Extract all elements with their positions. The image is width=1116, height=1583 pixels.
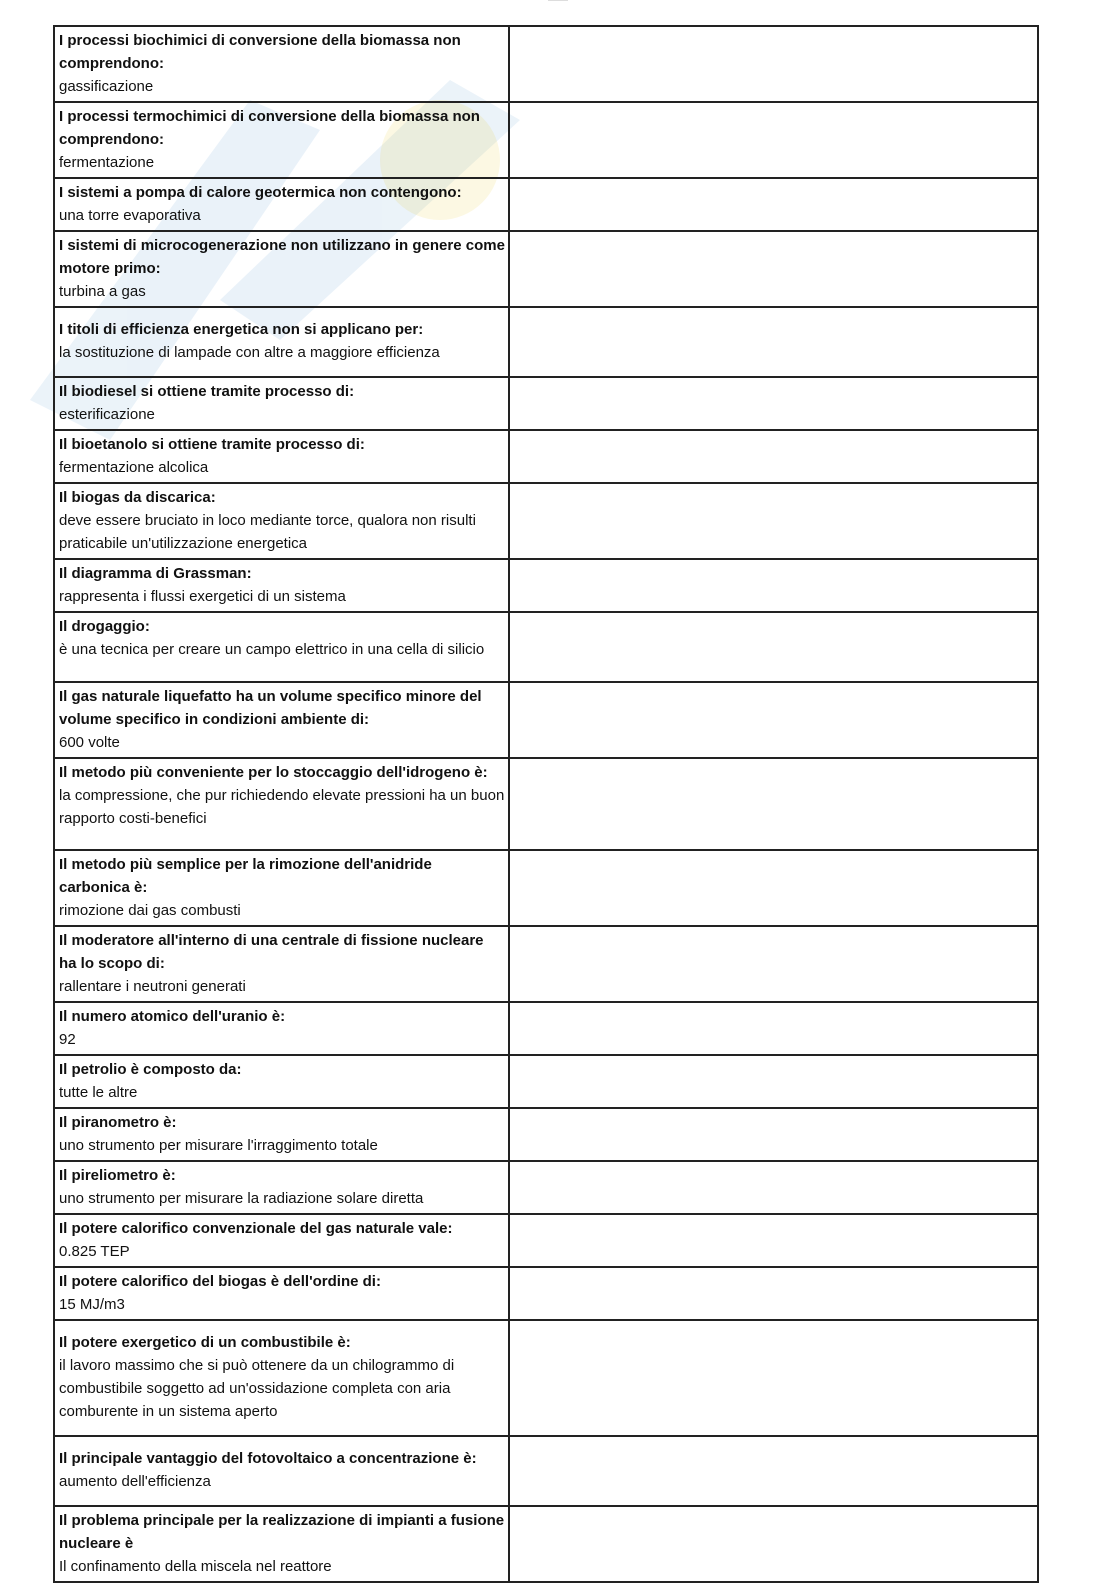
blank-answer-cell[interactable] — [509, 26, 1038, 102]
answer-text: la compressione, che pur richiedendo elevate pressioni ha un buon rapporto costi-benefici — [59, 787, 505, 827]
blank-answer-cell[interactable] — [509, 1436, 1038, 1506]
blank-answer-cell[interactable] — [509, 1161, 1038, 1214]
question-cell — [54, 1214, 509, 1267]
table-row — [54, 1267, 1038, 1320]
question-text: I processi termochimici di conversione della biomassa non comprendono: — [59, 108, 480, 148]
table-row — [54, 430, 1038, 483]
question-cell — [54, 178, 509, 231]
answer-text: aumento dell'efficienza — [59, 1473, 211, 1490]
blank-answer-cell[interactable] — [509, 1055, 1038, 1108]
answer-text: uno strumento per misurare l'irraggimento totale — [59, 1137, 378, 1154]
question-text: Il piranometro è: — [59, 1114, 177, 1131]
table-row — [54, 559, 1038, 612]
question-cell — [54, 926, 509, 1002]
table-row — [54, 26, 1038, 102]
answer-text: rappresenta i flussi exergetici di un sistema — [59, 588, 346, 605]
question-cell — [54, 26, 509, 102]
answer-text: 92 — [59, 1031, 76, 1048]
question-cell — [54, 1055, 509, 1108]
blank-answer-cell[interactable] — [509, 559, 1038, 612]
question-cell — [54, 1320, 509, 1436]
question-cell — [54, 1267, 509, 1320]
question-cell — [54, 377, 509, 430]
question-text: Il potere calorifico del biogas è dell'ordine di: — [59, 1273, 381, 1290]
blank-answer-cell[interactable] — [509, 850, 1038, 926]
answer-text: è una tecnica per creare un campo elettrico in una cella di silicio — [59, 641, 485, 658]
answer-text: fermentazione — [59, 154, 155, 171]
answer-text: una torre evaporativa — [59, 207, 201, 224]
answer-text: 0.825 TEP — [59, 1243, 130, 1260]
table-row — [54, 926, 1038, 1002]
answer-text: rimozione dai gas combusti — [59, 902, 241, 919]
answer-text: 600 volte — [59, 734, 120, 751]
answer-text: 15 MJ/m3 — [59, 1296, 125, 1313]
table-row — [54, 178, 1038, 231]
question-text: I sistemi di microcogenerazione non utilizzano in genere come motore primo: — [59, 237, 505, 277]
question-text: Il moderatore all'interno di una centrale di fissione nucleare ha lo scopo di: — [59, 932, 484, 972]
question-cell — [54, 559, 509, 612]
table-row — [54, 307, 1038, 377]
question-cell — [54, 1108, 509, 1161]
answer-text: fermentazione alcolica — [59, 459, 209, 476]
blank-answer-cell[interactable] — [509, 758, 1038, 850]
blank-answer-cell[interactable] — [509, 1267, 1038, 1320]
blank-answer-cell[interactable] — [509, 1320, 1038, 1436]
table-row — [54, 1436, 1038, 1506]
question-cell — [54, 1506, 509, 1582]
blank-answer-cell[interactable] — [509, 377, 1038, 430]
question-text: Il diagramma di Grassman: — [59, 565, 252, 582]
question-cell — [54, 307, 509, 377]
answer-text: esterificazione — [59, 406, 155, 423]
question-text: Il petrolio è composto da: — [59, 1061, 242, 1078]
question-text: Il gas naturale liquefatto ha un volume specifico minore del volume specifico in condizioni ambiente di: — [59, 688, 482, 728]
question-text: Il metodo più conveniente per lo stoccaggio dell'idrogeno è: — [59, 764, 488, 781]
question-cell — [54, 612, 509, 682]
question-cell — [54, 102, 509, 178]
answer-text: uno strumento per misurare la radiazione solare diretta — [59, 1190, 424, 1207]
question-text: I titoli di efficienza energetica non si applicano per: — [59, 321, 424, 338]
blank-answer-cell[interactable] — [509, 307, 1038, 377]
blank-answer-cell[interactable] — [509, 1108, 1038, 1161]
question-text: Il biodiesel si ottiene tramite processo di: — [59, 383, 355, 400]
table-row — [54, 1506, 1038, 1582]
answer-text: Il confinamento della miscela nel reattore — [59, 1558, 332, 1575]
blank-answer-cell[interactable] — [509, 926, 1038, 1002]
answer-text: deve essere bruciato in loco mediante torce, qualora non risulti praticabile un'utilizzazione energetica — [59, 512, 476, 552]
blank-answer-cell[interactable] — [509, 178, 1038, 231]
table-row — [54, 1002, 1038, 1055]
question-text: Il drogaggio: — [59, 618, 150, 635]
table-row — [54, 231, 1038, 307]
blank-answer-cell[interactable] — [509, 231, 1038, 307]
question-cell — [54, 758, 509, 850]
question-text: Il metodo più semplice per la rimozione dell'anidride carbonica è: — [59, 856, 432, 896]
question-cell — [54, 682, 509, 758]
question-text: Il bioetanolo si ottiene tramite processo di: — [59, 436, 365, 453]
table-row — [54, 612, 1038, 682]
table-row — [54, 102, 1038, 178]
table-row — [54, 1108, 1038, 1161]
question-text: Il potere exergetico di un combustibile è: — [59, 1334, 351, 1351]
question-cell — [54, 1436, 509, 1506]
table-row — [54, 1055, 1038, 1108]
table-row — [54, 682, 1038, 758]
table-row — [54, 377, 1038, 430]
question-cell — [54, 483, 509, 559]
question-text: Il problema principale per la realizzazione di impianti a fusione nucleare è — [59, 1512, 505, 1552]
question-cell — [54, 430, 509, 483]
question-text: I sistemi a pompa di calore geotermica non contengono: — [59, 184, 462, 201]
table-row — [54, 758, 1038, 850]
question-text: I processi biochimici di conversione della biomassa non comprendono: — [59, 32, 461, 72]
blank-answer-cell[interactable] — [509, 612, 1038, 682]
answer-text: turbina a gas — [59, 283, 146, 300]
answer-text: la sostituzione di lampade con altre a maggiore efficienza — [59, 344, 440, 361]
question-cell — [54, 1161, 509, 1214]
answer-text: rallentare i neutroni generati — [59, 978, 246, 995]
blank-answer-cell[interactable] — [509, 1214, 1038, 1267]
question-cell — [54, 231, 509, 307]
question-text: Il potere calorifico convenzionale del gas naturale vale: — [59, 1220, 453, 1237]
blank-answer-cell[interactable] — [509, 1506, 1038, 1582]
question-text: Il numero atomico dell'uranio è: — [59, 1008, 286, 1025]
answer-text: tutte le altre — [59, 1084, 138, 1101]
question-text: Il pireliometro è: — [59, 1167, 176, 1184]
question-cell — [54, 1002, 509, 1055]
table-row — [54, 1320, 1038, 1436]
blank-answer-cell[interactable] — [509, 682, 1038, 758]
table-row — [54, 483, 1038, 559]
blank-answer-cell[interactable] — [509, 430, 1038, 483]
table-row — [54, 1161, 1038, 1214]
blank-answer-cell[interactable] — [509, 102, 1038, 178]
blank-answer-cell[interactable] — [509, 483, 1038, 559]
blank-answer-cell[interactable] — [509, 1002, 1038, 1055]
answer-text: il lavoro massimo che si può ottenere da un chilogrammo di combustibile soggetto ad un'ossidazione completa con aria comburente in un sistema aperto — [59, 1357, 455, 1420]
answer-text: gassificazione — [59, 78, 154, 95]
question-cell — [54, 850, 509, 926]
page-header-mark — [548, 0, 568, 4]
table-row — [54, 1214, 1038, 1267]
question-text: Il biogas da discarica: — [59, 489, 216, 506]
question-text: Il principale vantaggio del fotovoltaico a concentrazione è: — [59, 1450, 477, 1467]
table-row — [54, 850, 1038, 926]
qa-table — [53, 25, 1039, 1583]
